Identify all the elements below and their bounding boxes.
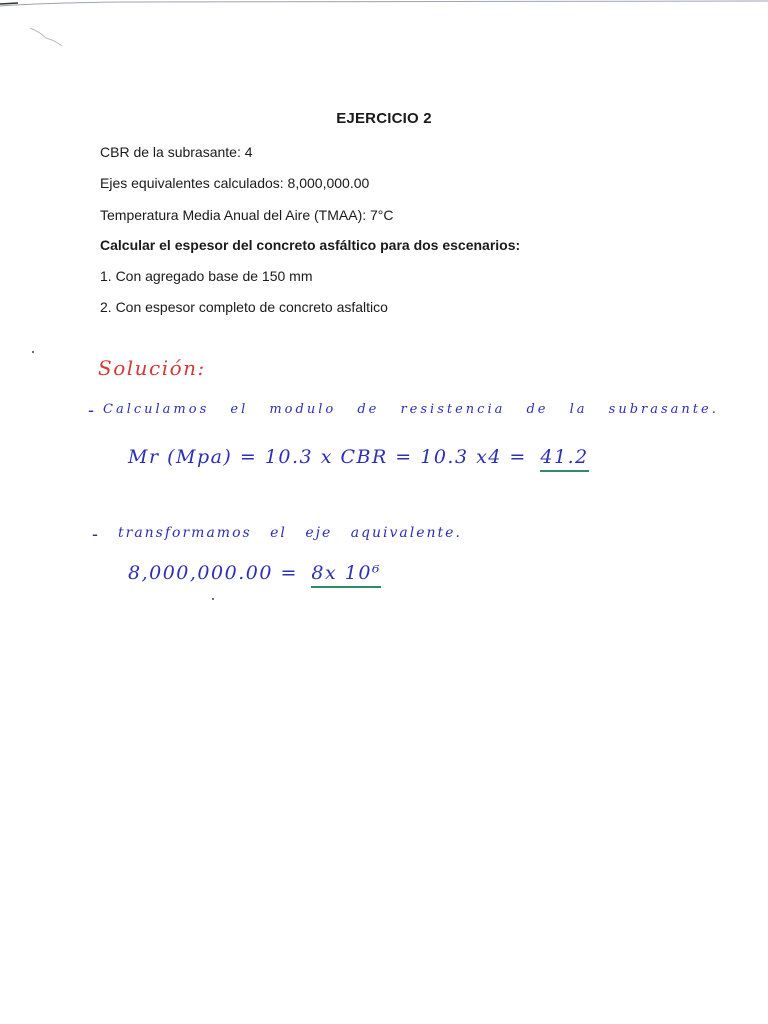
scenario-2-line: 2. Con espesor completo de concreto asfaltico	[100, 299, 388, 315]
temperature-line: Temperatura Media Anual del Aire (TMAA): 7°C	[100, 207, 394, 223]
scan-top-edge	[0, 0, 768, 14]
speck	[32, 351, 34, 353]
solution-heading: Solución:	[98, 356, 206, 380]
cbr-line: CBR de la subrasante: 4	[100, 144, 253, 160]
step1-text-content: Calculamos el modulo de resistencia de la subrasante.	[103, 402, 719, 417]
step2-text	[118, 522, 462, 541]
mr-formula: Mr (Mpa) = 10.3 x CBR = 10.3 x4 =	[128, 446, 527, 468]
scan-mark	[28, 26, 68, 48]
equivalent-axes-line: Ejes equivalentes calculados: 8,000,000.00	[100, 175, 370, 191]
mr-result: 41.2	[540, 446, 588, 472]
speck	[212, 598, 214, 600]
scenario-1-line: 1. Con agregado base de 150 mm	[100, 268, 313, 284]
step1-formula	[128, 446, 589, 468]
exercise-title: EJERCICIO 2	[336, 110, 432, 127]
axes-result: 8x 10⁶	[311, 562, 381, 588]
bullet-dash-2: -	[92, 524, 98, 544]
step1-text	[103, 402, 719, 417]
step2-text-content: transformamos el eje aquivalente.	[118, 525, 462, 541]
axes-formula: 8,000,000.00 =	[128, 562, 298, 584]
step2-formula	[128, 562, 381, 584]
instruction-line: Calcular el espesor del concreto asfáltico para dos escenarios:	[100, 237, 521, 253]
bullet-dash: -	[88, 400, 94, 420]
